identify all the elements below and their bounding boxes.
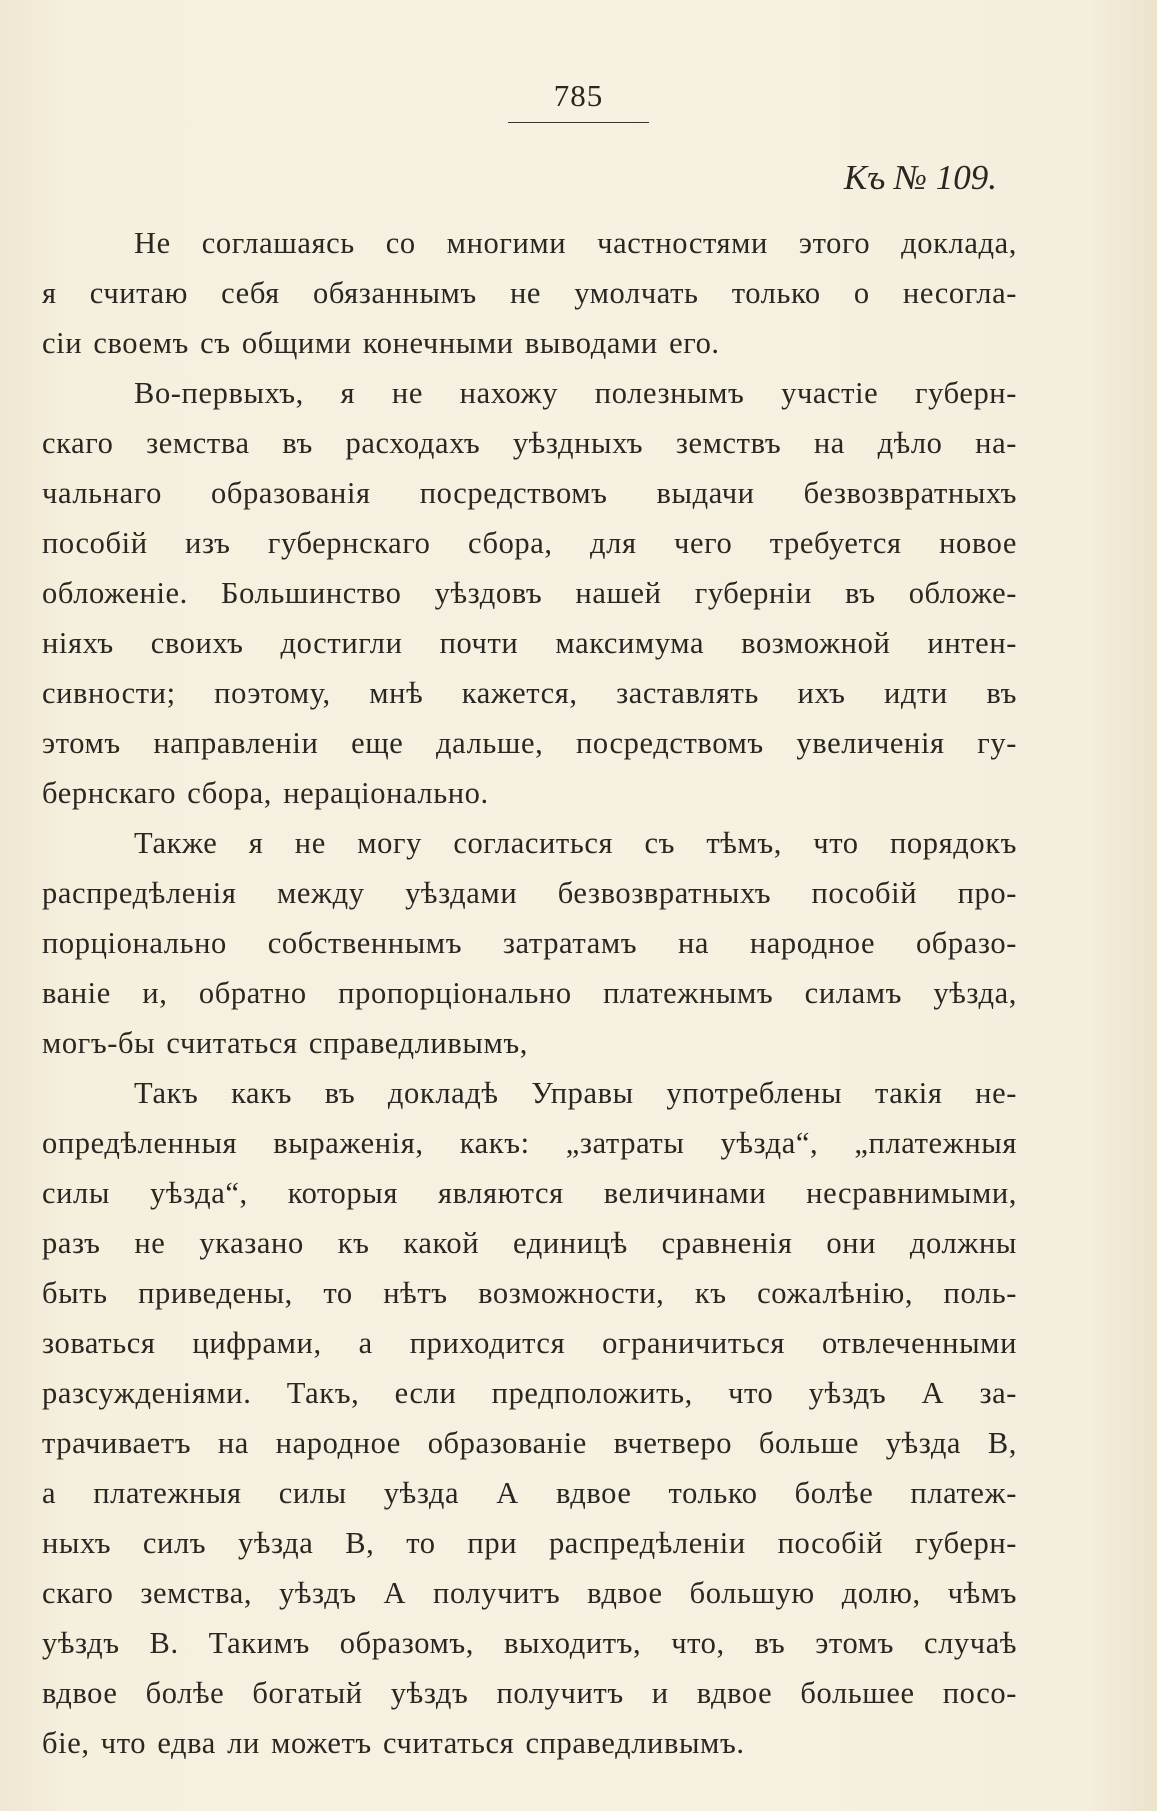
text-line: ніяхъ своихъ достигли почти максимума возможной интен-: [42, 626, 1017, 660]
document-reference: Къ № 109.: [843, 158, 997, 197]
text-line: Не соглашаясь со многими частностями этого доклада,: [134, 226, 1017, 260]
paragraph: [42, 1068, 1017, 1768]
text-line: я считаю себя обязаннымъ не умолчать только о несогла-: [42, 276, 1017, 310]
body-text: [42, 218, 1017, 1768]
page-number: 785: [508, 78, 650, 123]
text-line: сіи своемъ съ общими конечными выводами его.: [42, 326, 720, 360]
text-line: біе, что едва ли можетъ считаться справедливымъ.: [42, 1726, 745, 1760]
text-line: Во-первыхъ, я не нахожу полезнымъ участіе губерн-: [134, 376, 1017, 410]
text-line: Такъ какъ въ докладѣ Управы употреблены такія не-: [134, 1076, 1017, 1110]
text-line: ваніе и, обратно пропорціонально платежнымъ силамъ уѣзда,: [42, 976, 1017, 1010]
text-line: уѣздъ В. Такимъ образомъ, выходитъ, что, въ этомъ случаѣ: [42, 1626, 1017, 1660]
text-line: силы уѣзда“, которыя являются величинами несравнимыми,: [42, 1176, 1017, 1210]
text-line: опредѣленныя выраженія, какъ: „затраты уѣзда“, „платежныя: [42, 1126, 1017, 1160]
page-header: [0, 78, 1157, 123]
text-line: чальнаго образованія посредствомъ выдачи безвозвратныхъ: [42, 476, 1017, 510]
text-line: Также я не могу согласиться съ тѣмъ, что порядокъ: [134, 826, 1017, 860]
text-line: трачиваетъ на народное образованіе вчетверо больше уѣзда В,: [42, 1426, 1017, 1460]
text-line: порціонально собственнымъ затратамъ на народное образо-: [42, 926, 1017, 960]
text-line: бернскаго сбора, нераціонально.: [42, 776, 489, 810]
text-line: разсужденіями. Такъ, если предположить, что уѣздъ А за-: [42, 1376, 1017, 1410]
paragraph: [42, 368, 1017, 818]
text-line: распредѣленія между уѣздами безвозвратныхъ пособій про-: [42, 876, 1017, 910]
text-line: скаго земства, уѣздъ А получитъ вдвое большую долю, чѣмъ: [42, 1576, 1017, 1610]
paragraph: [42, 818, 1017, 1068]
paragraph: [42, 218, 1017, 368]
text-line: разъ не указано къ какой единицѣ сравненія они должны: [42, 1226, 1017, 1260]
text-line: ныхъ силъ уѣзда В, то при распредѣленіи пособій губерн-: [42, 1526, 1017, 1560]
text-line: пособій изъ губернскаго сбора, для чего требуется новое: [42, 526, 1017, 560]
text-line: могъ-бы считаться справедливымъ,: [42, 1026, 528, 1060]
text-line: вдвое болѣе богатый уѣздъ получитъ и вдвое большее посо-: [42, 1676, 1017, 1710]
text-line: а платежныя силы уѣзда А вдвое только болѣе платеж-: [42, 1476, 1017, 1510]
text-line: зоваться цифрами, а приходится ограничиться отвлеченными: [42, 1326, 1017, 1360]
text-line: скаго земства въ расходахъ уѣздныхъ земствъ на дѣло на-: [42, 426, 1017, 460]
text-line: этомъ направленіи еще дальше, посредствомъ увеличенія гу-: [42, 726, 1017, 760]
text-line: обложеніе. Большинство уѣздовъ нашей губерніи въ обложе-: [42, 576, 1017, 610]
text-line: быть приведены, то нѣтъ возможности, къ сожалѣнію, поль-: [42, 1276, 1017, 1310]
text-line: сивности; поэтому, мнѣ кажется, заставлять ихъ идти въ: [42, 676, 1017, 710]
